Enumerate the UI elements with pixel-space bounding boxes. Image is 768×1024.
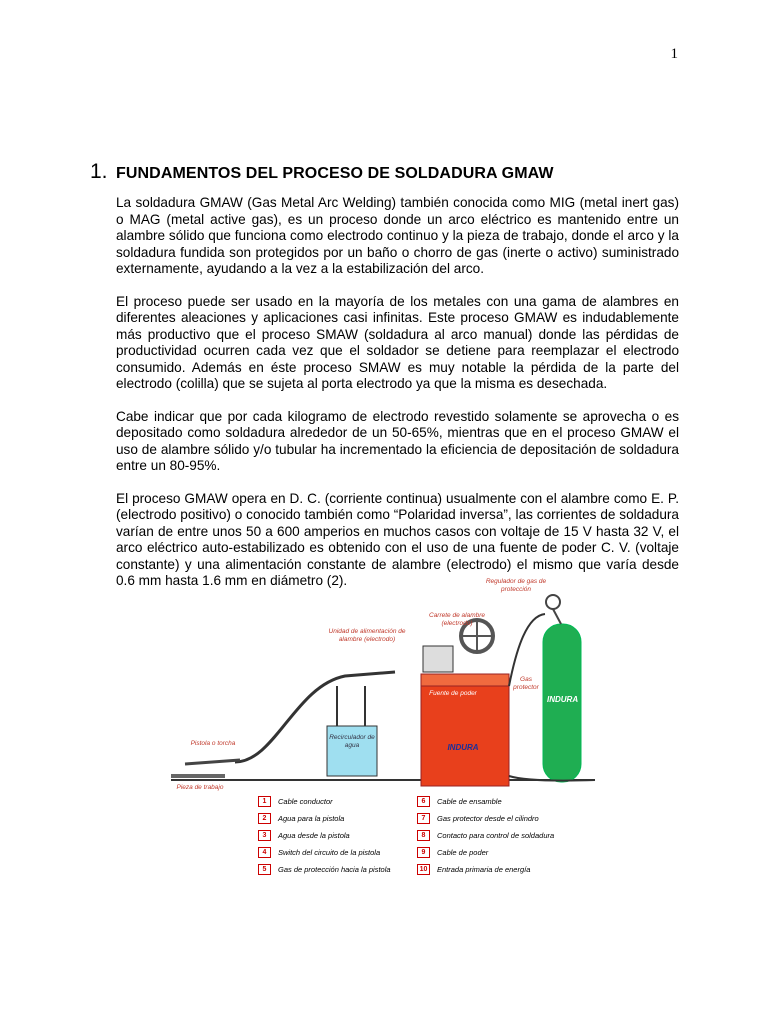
label-gun: Pistola o torcha: [190, 740, 236, 747]
legend-item: 8 Contacto para control de soldadura: [417, 830, 554, 841]
gas-regulator: [546, 595, 560, 609]
power-source: [421, 684, 509, 786]
legend-item: 4 Switch del circuito de la pistola: [258, 847, 380, 858]
section-title: FUNDAMENTOS DEL PROCESO DE SOLDADURA GMAW: [116, 165, 554, 182]
wire-feeder: [423, 646, 453, 672]
legend-item: 10 Entrada primaria de energía: [417, 864, 530, 875]
label-power-source: Fuente de poder: [429, 690, 477, 697]
label-wire-feeder: Unidad de alimentación de alambre (electrodo): [328, 628, 406, 643]
legend-item: 1 Cable conductor: [258, 796, 333, 807]
welding-gun: [185, 760, 240, 764]
power-source-top: [421, 674, 509, 686]
legend-item: 7 Gas protector desde el cilindro: [417, 813, 539, 824]
label-indura-machine: INDURA: [447, 743, 479, 752]
legend-item: 9 Cable de poder: [417, 847, 488, 858]
section-number: 1.: [90, 160, 108, 183]
label-gas: Gas protector: [513, 676, 539, 691]
label-indura-tank: INDURA: [547, 695, 579, 704]
label-regulator: Regulador de gas de protección: [485, 578, 547, 593]
paragraph: El proceso puede ser usado en la mayoría de los metales con una gama de alambres en diferentes aleaciones y aplicaciones casi infinitas. Este proceso GMAW es indudablemente más productivo que el proceso SMAW (soldadura al arco manual) donde las pérdidas de productividad ocurren cada vez que el soldador se detiene para reemplazar el electrodo consumido. Además en éste proceso SMAW es muy notable la pérdida de la parte del electrodo (colilla) que se sujeta al porta electrodo ya que la misma es desechada.: [116, 293, 679, 391]
gmaw-equipment-diagram: [165, 576, 605, 886]
page-number: 1: [670, 46, 678, 62]
body-text: [116, 195, 679, 606]
label-wire-spool: Carrete de alambre (electrodo): [429, 612, 485, 627]
label-work-piece: Pieza de trabajo: [176, 784, 224, 791]
paragraph: El proceso GMAW opera en D. C. (corriente continua) usualmente con el alambre como E. P. (electrodo positivo) o conocido también como “Polaridad inversa”, las corrientes de soldadura varían de entre unos 50 a 600 amperios en muchos casos con voltaje de 15 V hasta 32 V, el arco eléctrico auto-estabilizado es obtenido con el uso de una fuente de poder C. V. (voltaje constante) y una alimentación constante de alambre (electrodo) el mismo que varía desde 0.6 mm hasta 1.6 mm en diámetro (2).: [116, 490, 679, 588]
legend-item: 2 Agua para la pistola: [258, 813, 344, 824]
label-recirculator: Recirculador de agua: [329, 734, 375, 749]
paragraph: Cabe indicar que por cada kilogramo de electrodo revestido solamente se aprovecha o es depositado como soldadura alrededor de un 50-65%, mientras que en el proceso GMAW el uso de alambre sólido y/o tubular ha incrementado la eficiencia de depositación de soldadura entre un 80-95%.: [116, 408, 679, 473]
legend-item: 5 Gas de protección hacia la pistola: [258, 864, 391, 875]
legend-item: 3 Agua desde la pistola: [258, 830, 350, 841]
legend-item: 6 Cable de ensamble: [417, 796, 502, 807]
paragraph: La soldadura GMAW (Gas Metal Arc Welding) también conocida como MIG (metal inert gas) o MAG (metal active gas), es un proceso donde un arco eléctrico es mantenido entre un alambre sólido que funciona como electrodo continuo y la pieza de trabajo, donde el arco y la soldadura fundida son protegidos por un baño o chorro de gas (inerte o activo) suministrado externamente, ayudando a la vez a la estabilización del arco.: [116, 195, 679, 276]
section-heading: [90, 160, 554, 184]
